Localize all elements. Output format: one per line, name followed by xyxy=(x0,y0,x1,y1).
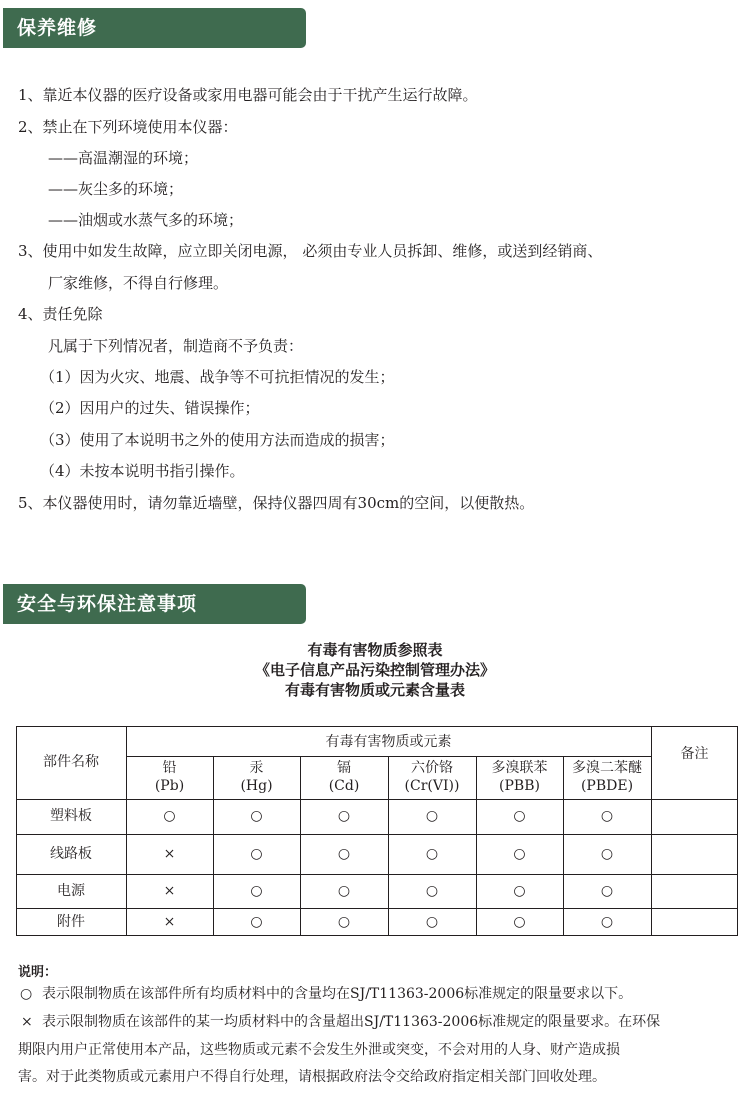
table-heading: 有毒有害物质或元素含量表 xyxy=(284,681,465,699)
table-row-divider xyxy=(16,834,738,835)
circle-mark-icon: ○ xyxy=(600,808,614,824)
part-name-cell: 电源 xyxy=(57,882,85,899)
cross-mark-icon: × xyxy=(163,845,176,862)
maintenance-line: 厂家维修，不得自行修理。 xyxy=(48,274,229,292)
part-name-cell: 线路板 xyxy=(50,845,92,862)
substance-group-header: 有毒有害物质或元素 xyxy=(325,733,452,750)
circle-mark-icon: ○ xyxy=(425,882,439,899)
cross-mark-icon: × xyxy=(163,913,176,930)
maintenance-line: 3、使用中如发生故障，应立即关闭电源， 必须由专业人员拆卸、维修，或送到经销商、 xyxy=(18,242,603,260)
part-name-cell: 附件 xyxy=(57,913,85,930)
substance-symbol: (PBDE) xyxy=(580,778,634,794)
maintenance-line: ——灰尘多的环境； xyxy=(48,180,184,198)
circle-mark-icon: ○ xyxy=(337,845,351,862)
circle-mark-icon: ○ xyxy=(250,882,263,899)
circle-mark-icon: ○ xyxy=(250,845,263,862)
circle-mark-icon: ○ xyxy=(425,845,439,862)
circle-mark-icon: ○ xyxy=(337,882,351,899)
hazardous-substance-table xyxy=(16,726,738,936)
substance-symbol: (PBB) xyxy=(499,778,540,794)
note-line: 害。对于此类物质或元素用户不得自行处理，请根据政府法令交给政府指定相关部门回收处理。 xyxy=(18,1069,606,1085)
substance-symbol: (Pb) xyxy=(154,778,185,794)
maintenance-line: （3）使用了本说明书之外的使用方法而造成的损害； xyxy=(40,431,395,449)
table-row-divider xyxy=(16,908,738,909)
substance-symbol: (Cd) xyxy=(328,778,360,794)
cross-mark-icon: × xyxy=(21,1014,33,1030)
section-banner-maintenance: 保养维修 xyxy=(3,8,306,48)
substance-name: 多溴二苯醚 xyxy=(572,760,642,776)
section-banner-safety: 安全与环保注意事项 xyxy=(3,584,306,624)
note-line: 期限内用户正常使用本产品，这些物质或元素不会发生外泄或突变，不会对用的人身、财产造成损 xyxy=(18,1042,620,1058)
part-name-cell: 塑料板 xyxy=(50,808,92,824)
circle-mark-icon: ○ xyxy=(250,808,263,824)
maintenance-line: 2、禁止在下列环境使用本仪器： xyxy=(18,118,238,136)
circle-mark-icon: ○ xyxy=(250,913,263,930)
maintenance-line: ——高温潮湿的环境； xyxy=(48,149,199,167)
substance-symbol: (Hg) xyxy=(240,778,273,794)
table-col-divider xyxy=(126,726,127,936)
table-border-top xyxy=(16,726,738,727)
circle-mark-icon: ○ xyxy=(337,913,351,930)
note-line: 表示限制物质在该部件的某一均质材料中的含量超出SJ/T11363-2006标准规定的限量要求。在环保 xyxy=(42,1014,661,1030)
circle-mark-icon: ○ xyxy=(600,882,614,899)
circle-mark-icon: ○ xyxy=(425,913,439,930)
maintenance-line: 5、本仪器使用时，请勿靠近墙壁，保持仪器四周有30cm的空间，以便散热。 xyxy=(18,494,535,512)
part-name-header: 部件名称 xyxy=(43,754,99,770)
notes-title: 说明： xyxy=(18,965,58,980)
circle-mark-icon: ○ xyxy=(337,808,351,824)
table-row-divider xyxy=(16,874,738,875)
table-title: 有毒有害物质参照表 xyxy=(307,641,443,659)
substance-name: 镉 xyxy=(337,760,351,776)
note-line: 表示限制物质在该部件所有均质材料中的含量均在SJ/T11363-2006标准规定的限量要求以下。 xyxy=(42,986,633,1002)
circle-mark-icon: ○ xyxy=(513,845,526,862)
circle-mark-icon: ○ xyxy=(513,882,526,899)
remark-header: 备注 xyxy=(680,746,709,762)
circle-mark-icon: ○ xyxy=(600,913,614,930)
maintenance-line: ——油烟或水蒸气多的环境； xyxy=(48,211,244,229)
circle-mark-icon: ○ xyxy=(600,845,614,862)
substance-name: 铅 xyxy=(162,760,177,776)
substance-name: 多溴联苯 xyxy=(491,760,548,776)
substance-symbol: (Cr(VI)) xyxy=(404,778,460,794)
table-row-divider xyxy=(126,756,651,757)
table-row-divider xyxy=(16,799,738,800)
table-subtitle: 《电子信息产品污染控制管理办法》 xyxy=(254,661,495,679)
table-border-bottom xyxy=(16,935,738,936)
circle-mark-icon: ○ xyxy=(20,986,33,1002)
circle-mark-icon: ○ xyxy=(163,808,176,824)
circle-mark-icon: ○ xyxy=(425,808,439,824)
substance-name: 汞 xyxy=(249,760,264,776)
maintenance-line: （4）未按本说明书指引操作。 xyxy=(40,462,245,480)
substance-name: 六价铬 xyxy=(411,760,453,776)
maintenance-line: 1、靠近本仪器的医疗设备或家用电器可能会由于干扰产生运行故障。 xyxy=(18,86,478,104)
maintenance-line: （2）因用户的过失、错误操作； xyxy=(40,399,260,417)
maintenance-line: （1）因为火灾、地震、战争等不可抗拒情况的发生； xyxy=(40,368,395,386)
cross-mark-icon: × xyxy=(163,882,176,899)
circle-mark-icon: ○ xyxy=(513,808,526,824)
circle-mark-icon: ○ xyxy=(513,913,526,930)
maintenance-line: 凡属于下列情况者，制造商不予负责： xyxy=(48,337,304,355)
maintenance-line: 4、责任免除 xyxy=(18,305,103,323)
